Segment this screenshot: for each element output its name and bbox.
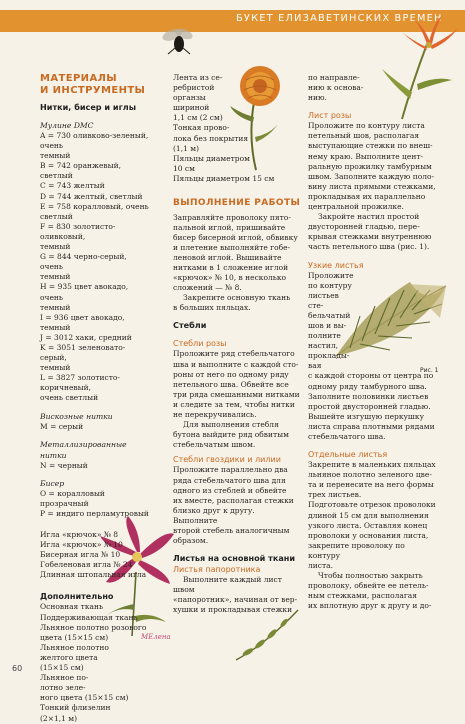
extra-line: Льняное полотно розового <box>40 622 147 632</box>
heading-line: МАТЕРИАЛЫ <box>40 73 118 84</box>
extra-line: (15×15 см) <box>40 663 84 673</box>
dmc-line: темный <box>40 242 71 252</box>
dmc-line: J = 3012 хаки, средний <box>40 332 132 342</box>
separate-leaves-heading: Отдельные листья <box>308 450 388 460</box>
text-line: полните <box>308 331 341 341</box>
rose-leaf-paragraph <box>308 121 436 252</box>
text-line: Чтобы полностью закрыть <box>318 571 423 581</box>
dmc-line: G = 844 черно-серый, очень <box>40 252 127 272</box>
signature-watermark: МЕлена <box>141 633 171 641</box>
column-left <box>40 73 152 724</box>
text-line: Заправляйте проволоку пято- <box>173 212 291 222</box>
text-line: Выполните каждый лист швом <box>173 575 282 595</box>
needle-line: Игла «крючок» № 8 <box>40 530 119 539</box>
rose-stem-heading: Стебли розы <box>173 339 227 349</box>
extra-line: желтого цвета <box>40 652 98 662</box>
text-line: их вместе, располагая стежки <box>173 495 294 505</box>
text-line: листа справа плотными рядами <box>308 421 435 431</box>
material-line: Пяльцы диаметром <box>173 153 250 163</box>
text-line: Закрепите в маленьких пяльцах <box>308 460 436 470</box>
text-line: второй стебель аналогичным <box>173 525 290 535</box>
chapter-title: БУКЕТ ЕЛИЗАВЕТИНСКИХ ВРЕМЕН <box>236 13 443 24</box>
dmc-line: H = 935 цвет авокадо, очень <box>40 282 129 302</box>
dmc-line: темный <box>40 302 71 312</box>
text-line: сложений — № 8. <box>173 283 242 293</box>
material-line: 1,1 см (2 см) <box>173 113 223 123</box>
leaves-heading: Листья на основной ткани <box>173 553 296 564</box>
dmc-heading: Мулине DMC <box>40 121 94 130</box>
text-line: простой двусторонней гладью. <box>308 401 431 411</box>
text-line: часть петельного шва (рис. 1). <box>308 242 430 252</box>
text-line: Проложите <box>308 270 354 280</box>
extra-line: Основная ткань <box>40 602 104 612</box>
text-line: Проложите по контуру листа <box>308 121 425 131</box>
text-line: с каждой стороны от центра по <box>308 371 434 381</box>
text-line: нию к основа- <box>308 83 364 93</box>
extra-line: Поддерживающая ткань <box>40 612 138 622</box>
text-line: закрепите проволоку по контуру <box>308 540 405 560</box>
text-line: петельного шва. Обвейте все <box>173 379 289 389</box>
text-line: «крючок» № 10, в несколько <box>173 273 287 283</box>
text-line: Закройте настил простой <box>318 212 420 222</box>
text-line: петельный шов, располагая <box>308 131 420 141</box>
text-line: узкого листа. Оставляя конец <box>308 520 428 530</box>
beads-line: O = коралловый прозрачный <box>40 488 105 508</box>
material-line: шириной <box>173 103 210 113</box>
text-line: проволоки у основания листа, <box>308 530 429 540</box>
text-line: Проложите параллельно два <box>173 465 288 475</box>
text-line: та и перенесите на него формы <box>308 480 434 490</box>
text-line: по направле- <box>308 73 360 82</box>
dmc-list <box>40 131 152 404</box>
text-line: двусторонней гладью, пере- <box>308 222 420 232</box>
dmc-line: F = 830 золотисто-оливковый, <box>40 221 116 241</box>
extra-list <box>40 602 152 723</box>
text-line: образом. <box>173 536 209 546</box>
separate-leaves-paragraph <box>308 460 436 611</box>
text-line: близко друг к другу. Выполните <box>173 505 255 525</box>
threads-heading: Нитки, бисер и иглы <box>40 102 137 112</box>
heading-line: И ИНСТРУМЕНТЫ <box>40 84 146 96</box>
text-line: центральной прожилке. <box>308 202 404 212</box>
extra-line: Тонкий флизелин <box>40 703 111 713</box>
needle-line: Игла «крючок» № 10 <box>40 540 123 550</box>
material-line: Пяльцы диаметром 15 см <box>173 173 275 183</box>
carnation-stem-paragraph <box>173 465 301 546</box>
text-line: одного из стеблей и обвейте <box>173 485 287 495</box>
text-line: трех листьев. <box>308 490 362 500</box>
text-line: нию. <box>308 93 327 103</box>
material-line: ребристой <box>173 83 215 93</box>
work-paragraph <box>173 213 301 314</box>
text-line: Подготовьте отрезок проволоки <box>308 500 436 510</box>
text-line: по контуру <box>308 280 352 290</box>
material-line: Лента из се- <box>173 73 223 82</box>
narrow-leaves-paragraph <box>308 371 436 442</box>
extra-line: Льняное по- <box>40 673 89 683</box>
needle-line: Длинная штопальная игла <box>40 570 147 580</box>
text-line: и следите за тем, чтобы нитки <box>173 399 295 409</box>
fern-continued <box>308 73 436 103</box>
material-line: Тонкая прово- <box>173 123 230 133</box>
text-line: одному ряду тамбурного шва. <box>308 381 427 391</box>
text-line: не перекручивались. <box>173 410 257 420</box>
text-line: хушки и прокладывая стежки <box>173 605 293 615</box>
dmc-line: K = 3051 зеленовато-серый, <box>40 342 126 363</box>
text-line: стебельчатого шва. <box>308 432 386 441</box>
text-line: «папоротник», начиная от вер- <box>173 595 298 605</box>
material-line: (1,1 м) <box>173 143 199 153</box>
stems-heading: Стебли <box>173 320 207 331</box>
text-line: бельчатый <box>308 310 351 320</box>
metal-heading: Металлизированные нитки <box>40 439 127 460</box>
dmc-line: темный <box>40 151 71 161</box>
text-line: листьев сте- <box>308 290 339 310</box>
text-line: роны от него по одному ряду <box>173 369 289 379</box>
text-line: бисер бисерной иглой, обвивку <box>173 232 298 242</box>
needles-list <box>40 530 152 580</box>
dmc-line: темный <box>40 363 71 373</box>
text-line: Для выполнения стебля <box>183 420 279 430</box>
narrow-leaves-short <box>308 271 354 372</box>
text-line: выступающие стежки по внеш- <box>308 141 433 151</box>
material-line: 10 см <box>173 163 195 173</box>
materials-continued <box>173 73 301 184</box>
dmc-line: A = 730 оливково-зеленый, очень <box>40 131 149 151</box>
text-line: льняное полотно зеленого цве- <box>308 470 432 480</box>
narrow-leaves-heading: Узкие листья <box>308 260 364 270</box>
bee-illustration <box>160 26 198 56</box>
figure-caption: Рис. 1 <box>420 367 439 374</box>
text-line: леновой иглой. Вышивайте <box>173 252 282 262</box>
text-line: вая <box>308 361 322 371</box>
carnation-stem-heading: Стебли гвоздики и лилии <box>173 455 281 465</box>
text-line: бутона выйдите ряд обвитым <box>173 430 289 440</box>
work-heading: ВЫПОЛНЕНИЕ РАБОТЫ <box>173 198 301 209</box>
viscose-heading: Вискозные нитки <box>40 411 113 421</box>
text-line: нему краю. Выполните цент- <box>308 151 423 161</box>
dmc-line: B = 742 оранжевый, светлый <box>40 161 121 181</box>
extra-heading: Дополнительно <box>40 591 114 602</box>
fern-paragraph <box>173 575 301 615</box>
text-line: проклады- <box>308 351 350 361</box>
extra-line: Льняное полотно <box>40 642 109 652</box>
extra-line: цвета (15×15 см) <box>40 632 109 642</box>
text-line: пальной иглой, пришивайте <box>173 222 286 232</box>
beads-heading: Бисер <box>40 478 65 488</box>
text-line: три ряда смешанными нитками <box>173 389 300 399</box>
material-line: лока без покрытия <box>173 133 249 143</box>
text-line: длиной 15 см для выполнения <box>308 510 429 520</box>
fern-heading: Листья папоротника <box>173 565 261 575</box>
dmc-line: темный <box>40 272 71 282</box>
text-line: прокладывая их параллельно <box>308 191 426 201</box>
text-line: ряда стебельчатого шва для <box>173 475 286 485</box>
dmc-line: C = 743 желтый <box>40 181 105 191</box>
text-line: ным стежками, располагая <box>308 591 417 601</box>
page-number: 60 <box>12 664 23 673</box>
extra-line: лотно зеле- <box>40 683 86 693</box>
text-line: в больших пяльцах. <box>173 303 251 313</box>
extra-line: (2×1,1 м) <box>40 713 78 723</box>
dmc-line: E = 758 коралловый, очень светлый <box>40 201 149 221</box>
text-line: ральную прожилку тамбурным <box>308 161 432 171</box>
text-line: вину листа прямыми стежками, <box>308 181 436 191</box>
column-middle <box>173 73 301 616</box>
text-line: настил, <box>308 341 338 351</box>
text-line: шов и вы- <box>308 320 347 330</box>
text-line: шва и выполните с каждой сто- <box>173 359 299 369</box>
text-line: нитками в 1 сложение иглой <box>173 263 289 272</box>
text-line: и плетение выполняйте гобе- <box>173 242 291 252</box>
dmc-line: L = 3827 золотисто-коричневый, <box>40 373 120 393</box>
needle-line: Бисерная игла № 10 <box>40 550 121 560</box>
text-line: листа. <box>308 561 333 571</box>
rose-stem-paragraph <box>173 349 301 450</box>
extra-line: ного цвета (15×15 см) <box>40 693 129 703</box>
text-line: Вышейте изгушую перкушку <box>308 411 425 421</box>
text-line: стебельчатым швом. <box>173 440 256 450</box>
text-line: Закрепите основную ткань <box>183 293 291 303</box>
text-line: швом. Заполните каждую поло- <box>308 171 435 181</box>
text-line: Проложите ряд стебельчатого <box>173 349 295 359</box>
bee-body <box>174 36 184 52</box>
text-line: крывая стежками внутреннюю <box>308 232 432 242</box>
text-line: их вплотную друг к другу и до- <box>308 601 432 611</box>
materials-heading <box>40 73 152 96</box>
material-line: органзы <box>173 93 206 103</box>
needle-line: Гобеленовая игла № 24 <box>40 560 133 570</box>
dmc-line: D = 744 желтый, светлый <box>40 191 143 201</box>
dmc-line: I = 936 цвет авокадо, темный <box>40 312 125 332</box>
text-line: Заполните половинки листьев <box>308 391 429 401</box>
metal-line: N = черный <box>40 460 88 470</box>
rose-leaf-heading: Лист розы <box>308 111 352 121</box>
beads-line: P = индиго перламутровый <box>40 508 149 518</box>
text-line: проволоку, обвейте ее петель- <box>308 581 429 591</box>
dmc-line: очень светлый <box>40 393 99 403</box>
viscose-line: M = серый <box>40 421 84 431</box>
column-right <box>308 73 439 612</box>
